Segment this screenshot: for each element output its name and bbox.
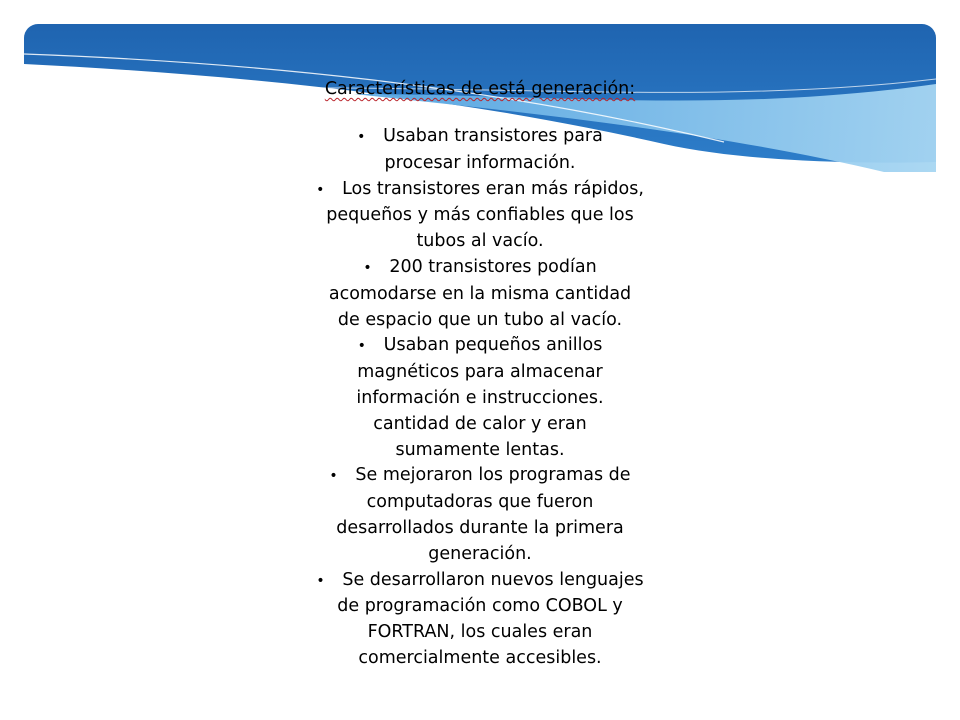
bullet-line	[240, 542, 720, 568]
bullet-text: comercialmente accesibles.	[358, 647, 602, 668]
bullet-list	[240, 124, 720, 672]
bullet-item	[240, 463, 720, 567]
bullet-line	[240, 308, 720, 334]
bullet-dot-icon: •	[329, 468, 338, 485]
slide-content	[240, 76, 720, 672]
bullet-text: de programación como COBOL y	[337, 596, 623, 617]
bullet-item	[240, 177, 720, 255]
bullet-line	[240, 229, 720, 255]
bullet-text: Usaban pequeños anillos	[383, 335, 603, 356]
bullet-line	[240, 177, 720, 204]
bullet-line	[240, 282, 720, 308]
bullet-dot-icon: •	[316, 572, 325, 589]
bullet-line	[240, 203, 720, 229]
bullet-dot-icon: •	[357, 129, 366, 145]
bullet-line	[240, 490, 720, 516]
bullet-text: Usaban transistores para	[383, 126, 603, 146]
bullet-dot-icon: •	[316, 181, 325, 198]
bullet-text: Se mejoraron los programas de	[355, 465, 631, 486]
bullet-text: acomodarse en la misma cantidad	[328, 283, 632, 304]
bullet-text: información e instrucciones.	[356, 387, 604, 408]
bullet-line	[240, 516, 720, 542]
bullet-text: Se desarrollaron nuevos lenguajes	[342, 569, 644, 590]
bullet-text: tubos al vacío.	[416, 231, 544, 252]
bullet-text: 200 transistores podían	[389, 256, 597, 277]
bullet-line	[240, 620, 720, 646]
bullet-line	[240, 333, 720, 360]
bullet-text: Los transistores eran más rápidos,	[342, 178, 644, 199]
slide-heading: Características de está generación:	[324, 79, 636, 99]
bullet-item	[240, 333, 720, 463]
bullet-item	[240, 255, 720, 333]
bullet-line	[240, 438, 720, 464]
bullet-line	[240, 568, 720, 595]
bullet-dot-icon: •	[357, 338, 366, 355]
bullet-line	[240, 412, 720, 438]
bullet-line	[240, 360, 720, 386]
bullet-line	[240, 255, 720, 282]
bullet-dot-icon: •	[363, 259, 372, 276]
bullet-text: computadoras que fueron	[366, 492, 594, 513]
bullet-text: de espacio que un tubo al vacío.	[337, 309, 623, 330]
bullet-text: magnéticos para almacenar	[357, 362, 603, 383]
bullet-item	[240, 568, 720, 672]
bullet-text: generación.	[428, 543, 532, 564]
bullet-line	[240, 463, 720, 490]
bullet-text: desarrollados durante la primera	[336, 517, 624, 538]
bullet-text: cantidad de calor y eran	[373, 413, 587, 434]
bullet-text: FORTRAN, los cuales eran	[367, 622, 593, 643]
bullet-line	[240, 594, 720, 620]
bullet-line	[240, 386, 720, 412]
bullet-line	[240, 124, 720, 151]
bullet-text: sumamente lentas.	[395, 439, 565, 460]
bullet-line	[240, 646, 720, 672]
bullet-item	[240, 124, 720, 177]
bullet-text: pequeños y más confiables que los	[326, 205, 634, 226]
bullet-line	[240, 151, 720, 177]
bullet-text: procesar información.	[384, 152, 576, 173]
